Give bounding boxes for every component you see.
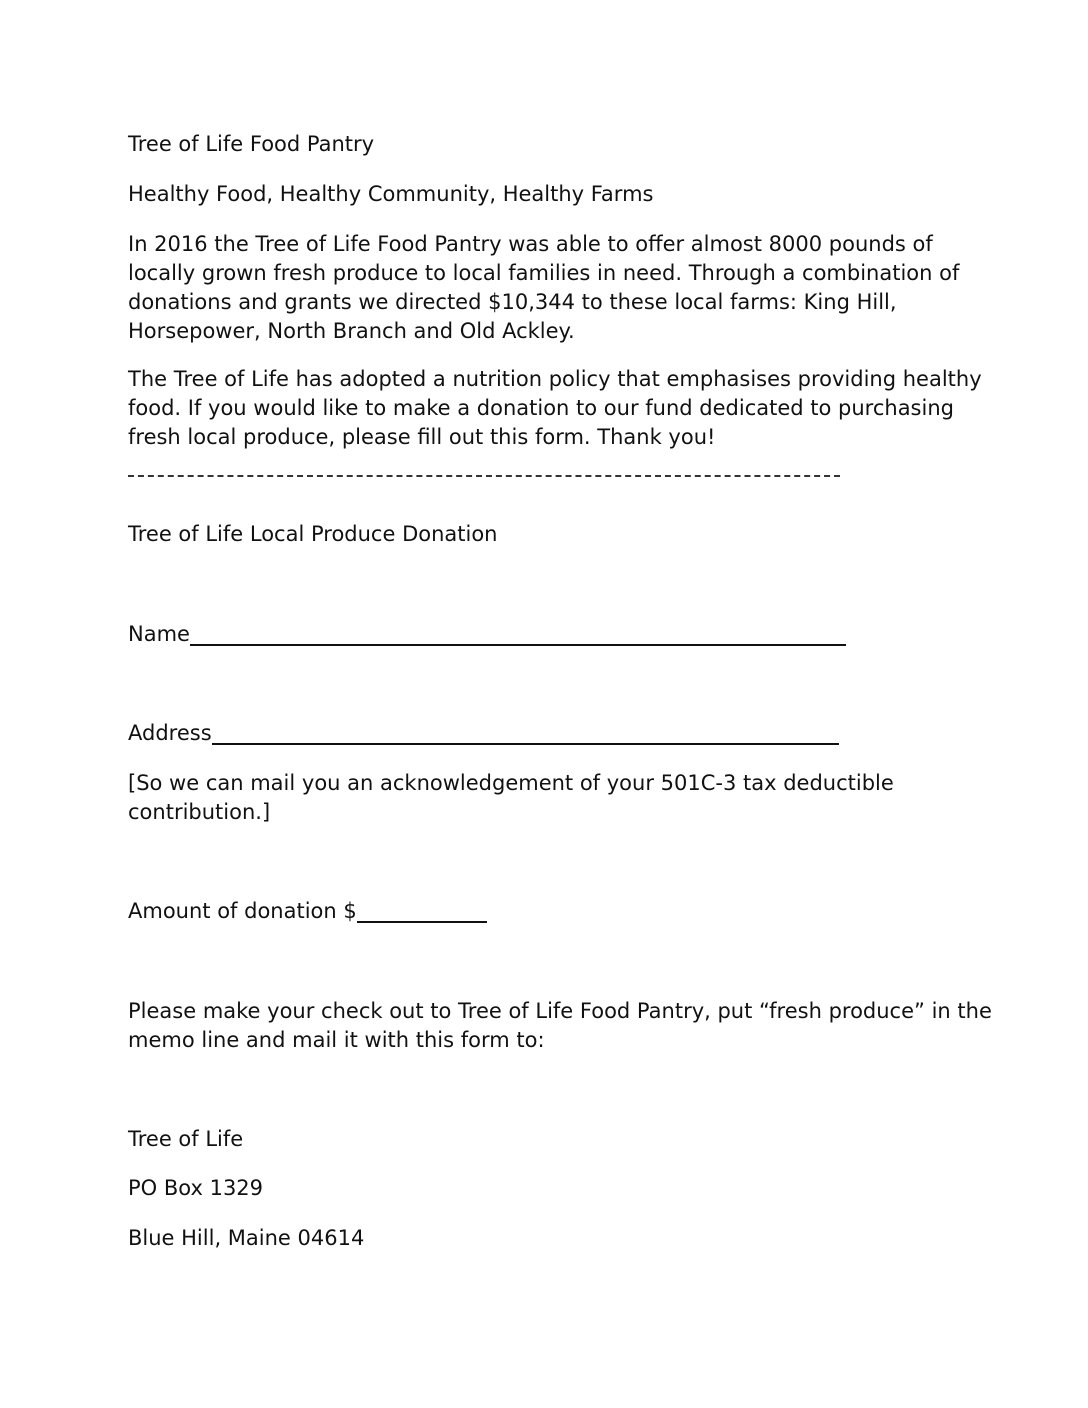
intro-line: Horsepower, North Branch and Old Ackley. — [128, 319, 575, 343]
address-note — [128, 769, 958, 827]
policy-line: food. If you would like to make a donation to our fund dedicated to purchasing — [128, 396, 954, 420]
amount-label: Amount of donation $ — [128, 899, 357, 923]
address-note-line: [So we can mail you an acknowledgement of your 501C-3 tax deductible — [128, 771, 894, 795]
cut-line-divider — [128, 475, 840, 477]
mailing-city-state-zip: Blue Hill, Maine 04614 — [128, 1226, 365, 1250]
address-field-row — [128, 719, 839, 748]
name-label: Name — [128, 622, 190, 646]
amount-field[interactable] — [357, 901, 487, 923]
intro-line: In 2016 the Tree of Life Food Pantry was able to offer almost 8000 pounds of — [128, 232, 933, 256]
form-title: Tree of Life Local Produce Donation — [128, 522, 498, 546]
instructions-paragraph — [128, 997, 992, 1055]
instructions-line: memo line and mail it with this form to: — [128, 1028, 545, 1052]
mailing-name: Tree of Life — [128, 1127, 244, 1151]
mailing-po-box: PO Box 1329 — [128, 1176, 264, 1200]
intro-paragraph — [128, 230, 958, 346]
intro-line: donations and grants we directed $10,344 to these local farms: King Hill, — [128, 290, 897, 314]
policy-line: The Tree of Life has adopted a nutrition policy that emphasises providing healthy — [128, 367, 982, 391]
amount-field-row — [128, 897, 487, 926]
address-label: Address — [128, 721, 212, 745]
name-field-row — [128, 620, 846, 649]
address-note-line: contribution.] — [128, 800, 271, 824]
intro-line: locally grown fresh produce to local families in need. Through a combination of — [128, 261, 960, 285]
policy-paragraph — [128, 365, 982, 452]
instructions-line: Please make your check out to Tree of Life Food Pantry, put “fresh produce” in the — [128, 999, 992, 1023]
policy-line: fresh local produce, please fill out this form. Thank you! — [128, 425, 716, 449]
name-field[interactable] — [190, 624, 846, 646]
address-field[interactable] — [212, 723, 839, 745]
org-name: Tree of Life Food Pantry — [128, 132, 375, 156]
tagline: Healthy Food, Healthy Community, Healthy Farms — [128, 182, 654, 206]
